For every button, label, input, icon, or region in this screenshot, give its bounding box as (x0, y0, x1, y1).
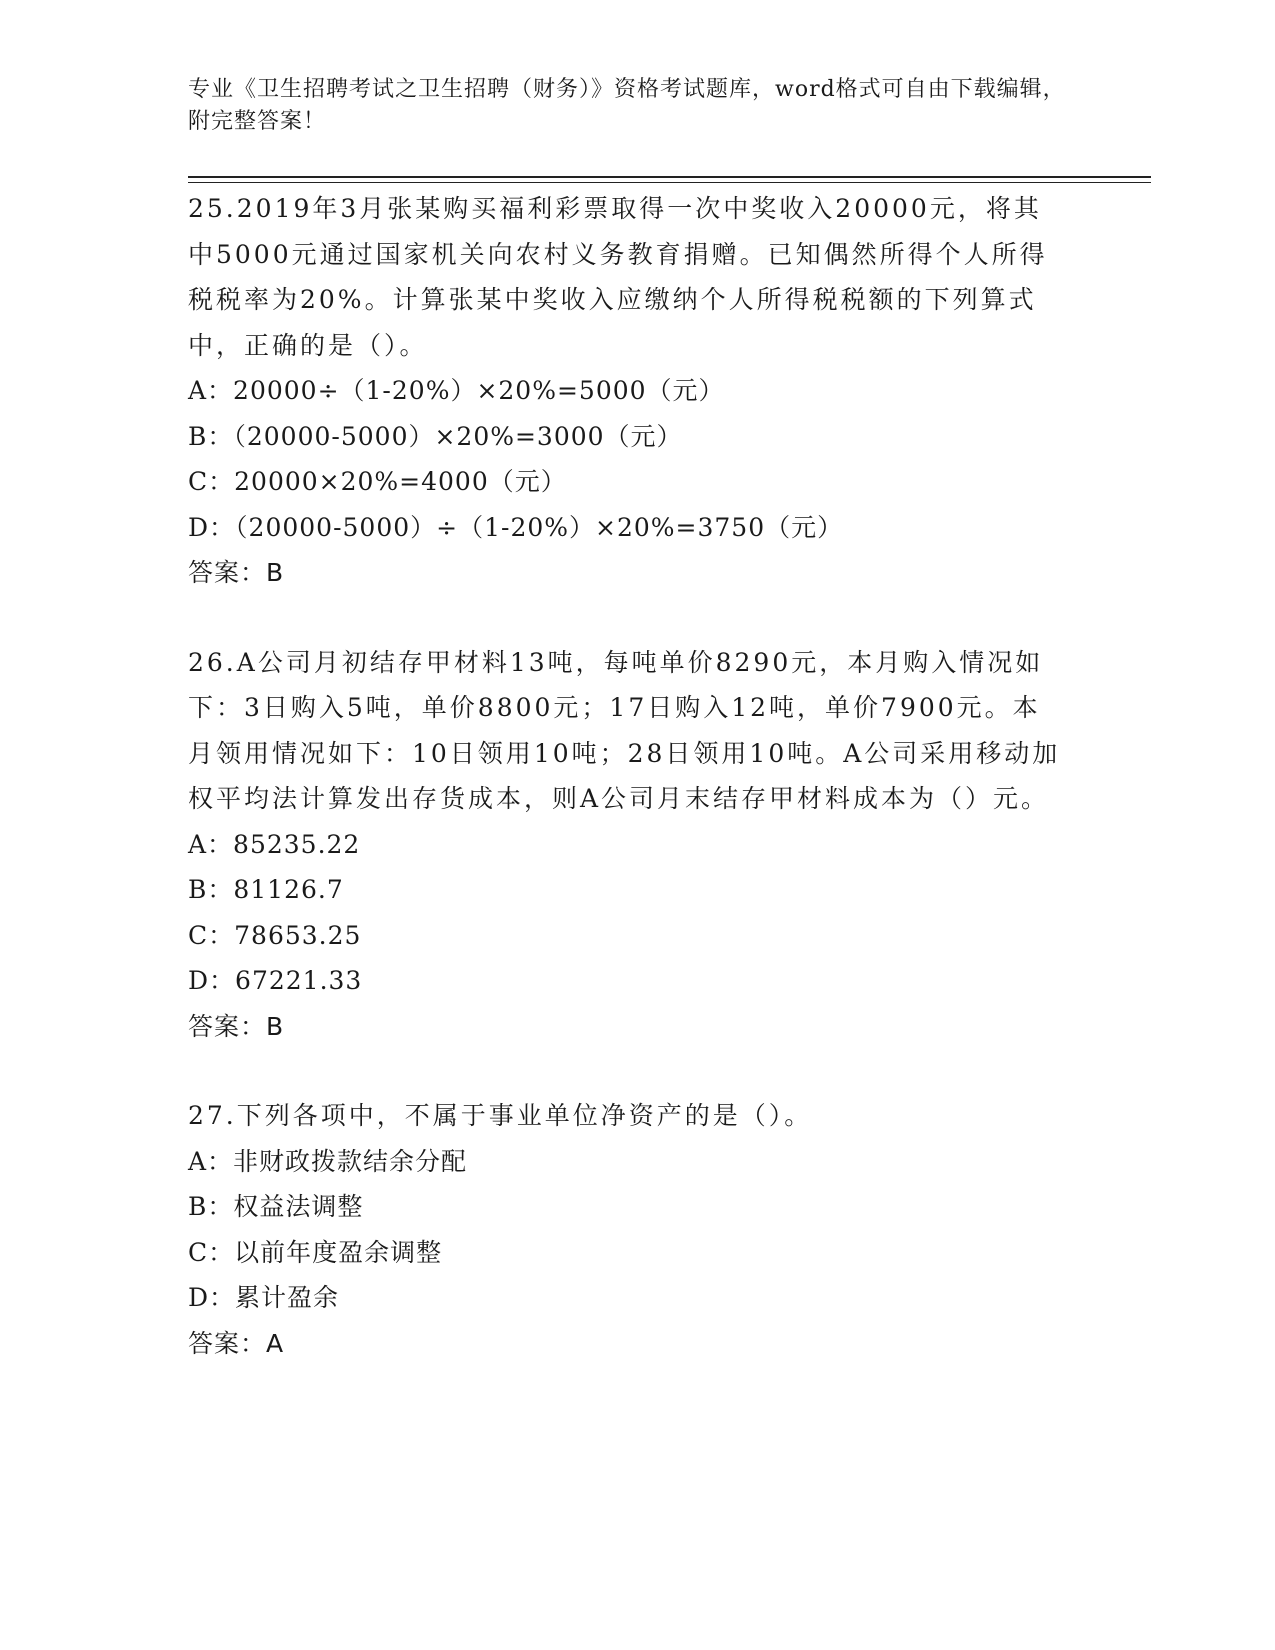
answer-line: 答案：A (188, 1328, 285, 1358)
option-d: D：（20000-5000）÷（1-20%）×20%=3750（元） (188, 512, 844, 542)
option-d: D：67221.33 (188, 966, 363, 995)
question-25 (188, 186, 1068, 596)
question-stem: 25.2019年3月张某购买福利彩票取得一次中奖收入20000元，将其中5000元通过国家机关向农村义务教育捐赠。已知偶然所得个人所得税税率为20%。计算张某中奖收入应缴纳个人所得税税额的下列算式中，正确的是（）。 (188, 194, 1048, 360)
header-divider-thick (188, 176, 1151, 178)
spacer (188, 1049, 1068, 1093)
option-c: C：20000×20%=4000（元） (188, 467, 567, 496)
question-stem: 26.A公司月初结存甲材料13吨，每吨单价8290元，本月购入情况如下：3日购入5吨，单价8800元；17日购入12吨，单价7900元。本月领用情况如下：10日领用10吨；28日领用10吨。A公司采用移动加权平均法计算发出存货成本，则A公司月末结存甲材料成本为（）元。 (188, 647, 1061, 813)
option-d: D：累计盈余 (188, 1283, 340, 1312)
question-stem: 27.下列各项中，不属于事业单位净资产的是（）。 (188, 1101, 813, 1130)
question-26 (188, 640, 1068, 1050)
answer-line: 答案：B (188, 1011, 285, 1041)
spacer (188, 596, 1068, 640)
header-divider-thin (188, 182, 1151, 183)
option-a: A：20000÷（1-20%）×20%=5000（元） (188, 376, 725, 405)
option-a: A：非财政拨款结余分配 (188, 1146, 468, 1176)
question-27 (188, 1093, 1068, 1366)
answer-line: 答案：B (188, 558, 285, 587)
option-b: B：权益法调整 (188, 1192, 364, 1221)
option-b: B：81126.7 (188, 875, 344, 904)
document-header-intro: 专业《卫生招聘考试之卫生招聘（财务）》资格考试题库，word格式可自由下载编辑，附完整答案！ (188, 77, 1066, 134)
option-b: B：（20000-5000）×20%=3000（元） (188, 421, 683, 451)
question-list (188, 186, 1068, 1366)
option-a: A：85235.22 (188, 829, 361, 859)
option-c: C：78653.25 (188, 920, 362, 950)
option-c: C：以前年度盈余调整 (188, 1237, 443, 1267)
